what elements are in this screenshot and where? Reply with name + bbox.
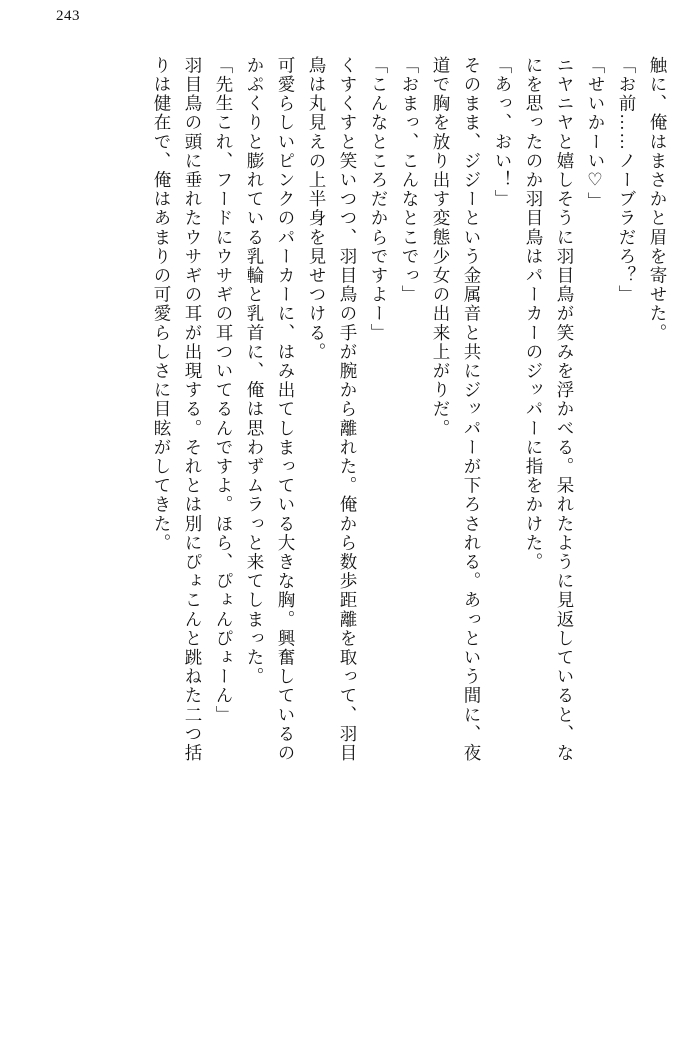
text-line: 道で胸を放り出す変態少女の出来上がりだ。	[431, 56, 451, 438]
text-line: にを思ったのか羽目鳥はパーカーのジッパーに指をかけた。	[524, 56, 544, 572]
text-line: 鳥は丸見えの上半身を見せつける。	[307, 56, 327, 362]
text-line: 触に、俺はまさかと眉を寄せた。	[648, 56, 668, 343]
text-line: りは健在で、俺はあまりの可愛らしさに目眩がしてきた。	[152, 56, 172, 553]
text-line: 「あっ、おい！」	[493, 56, 513, 209]
text-line: 「おまっ、こんなとこでっ」	[400, 56, 420, 305]
page-number: 243	[56, 8, 80, 24]
vertical-text-body	[30, 56, 666, 1024]
text-line: かぷくりと膨れている乳輪と乳首に、俺は思わずムラっと来てしまった。	[245, 56, 265, 687]
text-line: 「せいかーい♡」	[586, 56, 606, 212]
text-line: 「こんなところだからですよー」	[369, 56, 389, 343]
text-line: そのまま、ジジーという金属音と共にジッパーが下ろされる。あっという間に、夜	[462, 56, 482, 763]
text-line: 羽目鳥の頭に垂れたウサギの耳が出現する。それとは別にぴょこんと跳ねた二つ括	[183, 56, 203, 763]
text-line: ニヤニヤと嬉しそうに羽目鳥が笑みを浮かべる。呆れたように見返していると、な	[555, 56, 575, 763]
text-line: 「お前……ノーブラだろ？」	[617, 56, 637, 305]
text-line: 「先生これ、フードにウサギの耳ついてるんですよ。ほら、ぴょんぴょーん」	[214, 56, 234, 725]
text-line: 可愛らしいピンクのパーカーに、はみ出てしまっている大きな胸。興奮しているの	[276, 56, 296, 763]
text-line: くすくすと笑いつつ、羽目鳥の手が腕から離れた。俺から数歩距離を取って、羽目	[338, 56, 358, 763]
